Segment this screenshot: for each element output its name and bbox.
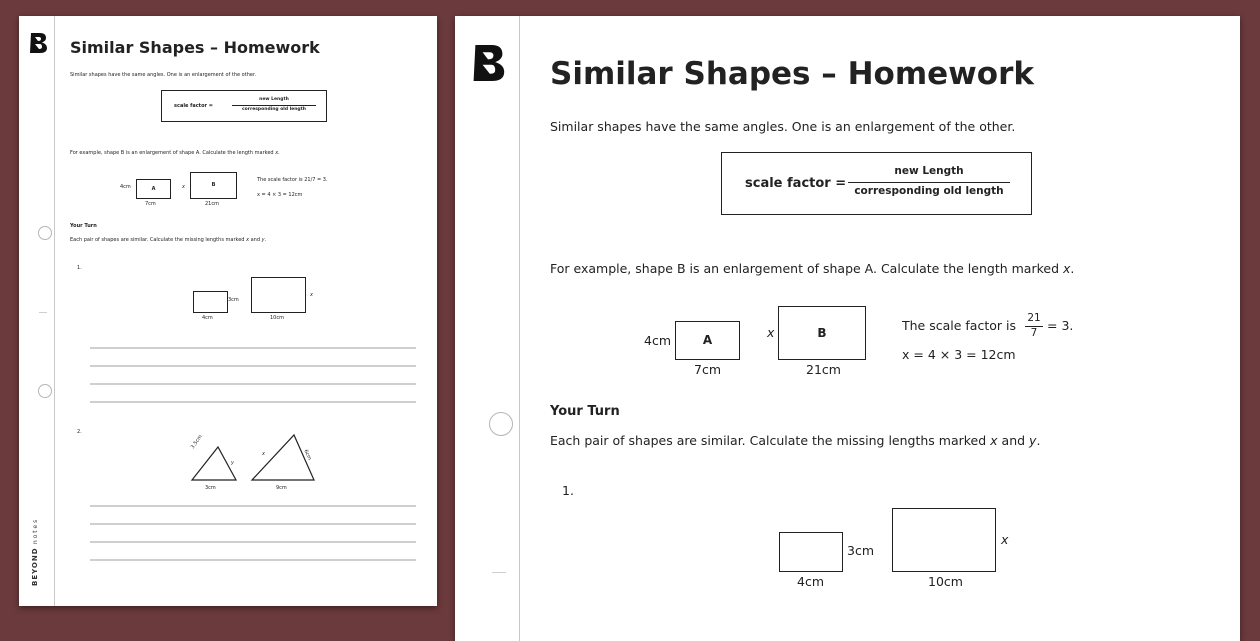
fraction-bar [848,182,1010,183]
shape-b-side-label: x [767,325,775,340]
q2-t1-right-label: y [231,460,234,466]
answer-line [90,383,416,385]
scale-factor-explanation: The scale factor is 21/7 = 3. [257,177,328,183]
your-turn-heading: Your Turn [70,223,97,229]
question-2-number: 2. [77,429,82,435]
your-turn-instructions: Each pair of shapes are similar. Calculate the missing lengths marked x and y. [70,237,267,243]
brand-wordmark: BEYOND notes [31,517,39,586]
intro-text: Similar shapes have the same angles. One is an enlargement of the other. [550,119,1016,134]
shape-b-side-label: x [182,184,185,190]
shape-a-side-label: 4cm [120,184,131,190]
page-title: Similar Shapes – Homework [550,56,1034,92]
working-line: x = 4 × 3 = 12cm [902,347,1016,362]
shape-a-rect: A [136,179,171,199]
margin-line [519,16,520,641]
formula-box [721,152,1032,215]
q1-large-bottom-label: 10cm [270,315,284,321]
q1-small-side-label: 3cm [847,543,875,558]
fraction-bar [232,105,316,106]
question-1-number: 1. [77,265,82,271]
your-turn-heading: Your Turn [550,404,620,419]
q1-large-bottom-label: 10cm [928,574,963,589]
worksheet-thumbnail [19,16,437,606]
q1-small-bottom-label: 4cm [202,315,213,321]
answer-line [90,505,416,507]
q2-t1-left-label: 3.5cm [189,433,204,451]
margin-tick [39,312,47,313]
example-text: For example, shape B is an enlargement of shape A. Calculate the length marked x. [550,261,1075,276]
formula-numerator: new Length [259,97,289,102]
answer-line [90,401,416,403]
scale-fraction-numerator: 21 [1027,312,1041,324]
q1-small-rect [193,291,228,313]
formula-box [161,90,327,122]
q2-t1-bottom-label: 3cm [205,485,216,491]
q1-small-side-label: 3cm [228,297,239,303]
shape-b-rect: B [190,172,237,199]
answer-line [90,523,416,525]
q1-large-side-label: x [1001,532,1009,547]
scale-factor-explanation: The scale factor is [902,318,1016,333]
example-text: For example, shape B is an enlargement of shape A. Calculate the length marked x. [70,150,280,156]
formula-denominator: corresponding old length [854,185,1004,197]
beyond-logo-icon [28,32,48,54]
q2-t2-left-label: x [262,451,265,457]
q1-large-rect [251,277,306,313]
formula-lhs: scale factor = [745,176,847,191]
beyond-logo-icon [470,43,506,83]
q1-small-bottom-label: 4cm [797,574,825,589]
scale-fraction-denominator: 7 [1030,327,1038,339]
q1-small-rect [779,532,843,572]
punch-hole [38,226,52,240]
margin-tick [492,572,506,573]
margin-line [54,16,55,606]
shape-a-side-label: 4cm [644,333,672,348]
answer-line [90,559,416,561]
working-line: x = 4 × 3 = 12cm [257,192,303,198]
q2-t2-right-label: 6cm [302,448,313,462]
q1-large-side-label: x [310,292,313,298]
punch-hole [38,384,52,398]
formula-denominator: corresponding old length [242,107,306,112]
your-turn-instructions: Each pair of shapes are similar. Calculate the missing lengths marked x and y. [550,433,1041,448]
q1-large-rect [892,508,996,572]
page-title: Similar Shapes – Homework [70,38,320,57]
formula-numerator: new Length [894,165,964,177]
punch-hole [489,412,513,436]
q2-small-triangle [192,447,236,480]
intro-text: Similar shapes have the same angles. One is an enlargement of the other. [70,72,257,78]
answer-line [90,347,416,349]
worksheet-zoomed [455,16,1240,641]
question-1-number: 1. [562,483,574,498]
shape-b-rect: B [778,306,866,360]
scale-factor-result: = 3. [1047,318,1074,333]
formula-lhs: scale factor = [174,103,213,109]
shape-a-rect: A [675,321,740,360]
shape-a-bottom-label: 7cm [145,201,156,207]
shape-b-bottom-label: 21cm [806,362,841,377]
shape-a-bottom-label: 7cm [694,362,722,377]
q2-t2-bottom-label: 9cm [276,485,287,491]
answer-line [90,365,416,367]
answer-line [90,541,416,543]
shape-b-bottom-label: 21cm [205,201,219,207]
